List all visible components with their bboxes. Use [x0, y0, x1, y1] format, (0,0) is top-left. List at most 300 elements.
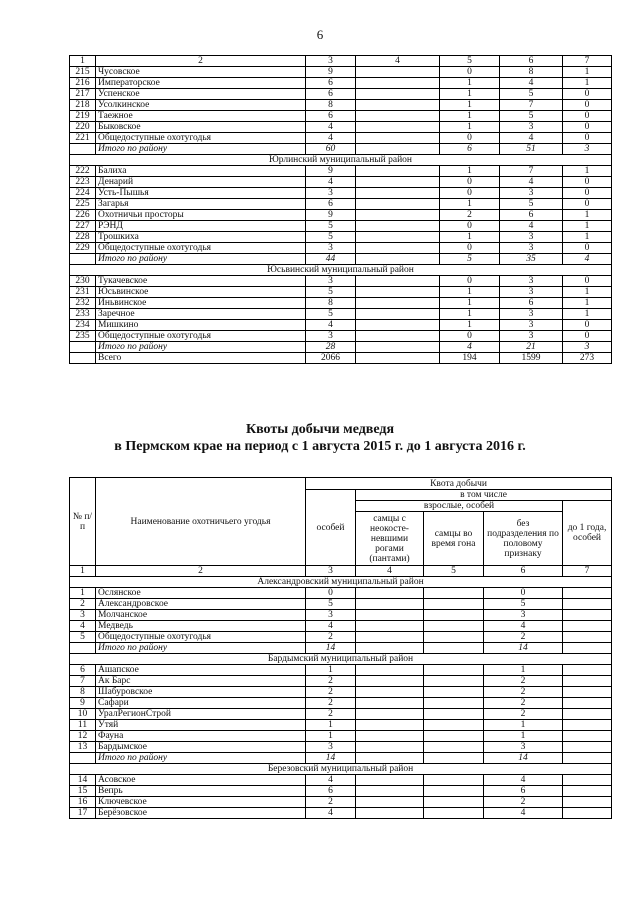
cell-col7: 0 [563, 199, 612, 210]
cell-col3: 2 [306, 797, 356, 808]
table-row [70, 111, 612, 122]
cell-col3: 4 [306, 177, 356, 188]
cell-col2: Берёзовское [96, 808, 306, 819]
cell-col3: 3 [306, 566, 356, 577]
cell-col2: Таежное [96, 111, 306, 122]
cell-col7 [563, 687, 612, 698]
cell-col3: 0 [306, 588, 356, 599]
cell-col1: 231 [70, 287, 96, 298]
cell-col3: 3 [306, 276, 356, 287]
table-row [70, 133, 612, 144]
table-row [70, 676, 612, 687]
table-row [70, 331, 612, 342]
cell-col4 [356, 797, 424, 808]
cell-col5: 5 [440, 254, 500, 265]
table-row [70, 89, 612, 100]
cell-col6: 5 [484, 599, 563, 610]
cell-col7 [563, 588, 612, 599]
cell-col2: Александровское [96, 599, 306, 610]
table-row [70, 599, 612, 610]
cell-col6: 14 [484, 643, 563, 654]
cell-col6: 4 [484, 808, 563, 819]
cell-col2: Общедоступные охотугодья [96, 331, 306, 342]
cell-col6: 1 [484, 665, 563, 676]
cell-col7: 7 [563, 56, 612, 67]
cell-col7: 0 [563, 276, 612, 287]
cell-col2: Юсьвинское [96, 287, 306, 298]
cell-col1: 2 [70, 599, 96, 610]
cell-col5 [424, 621, 484, 632]
cell-col4 [356, 786, 424, 797]
cell-col6: 6 [484, 566, 563, 577]
table-row [70, 775, 612, 786]
cell-col7 [563, 709, 612, 720]
cell-col7: 1 [563, 78, 612, 89]
cell-col2: Мишкино [96, 320, 306, 331]
cell-col1: 218 [70, 100, 96, 111]
cell-col3: 2 [306, 709, 356, 720]
grand-total-row [70, 353, 612, 364]
cell-col1: 8 [70, 687, 96, 698]
header-young: до 1 года, особей [563, 501, 612, 566]
cell-col2: Утяй [96, 720, 306, 731]
cell-col1: 234 [70, 320, 96, 331]
cell-col6: 3 [484, 742, 563, 753]
column-number-row [70, 56, 612, 67]
cell-col7: 0 [563, 243, 612, 254]
cell-col2: Ашапское [96, 665, 306, 676]
table-row [70, 731, 612, 742]
cell-col5: 0 [440, 221, 500, 232]
cell-col5 [424, 676, 484, 687]
table-row [70, 610, 612, 621]
cell-col2: Императорское [96, 78, 306, 89]
table-row [70, 588, 612, 599]
cell-col3: 6 [306, 89, 356, 100]
cell-col4 [356, 122, 440, 133]
district-total-row [70, 144, 612, 155]
cell-col5: 0 [440, 243, 500, 254]
cell-col5: 1 [440, 309, 500, 320]
cell-col5 [424, 643, 484, 654]
cell-col3: 8 [306, 100, 356, 111]
cell-col4 [356, 232, 440, 243]
cell-col5: 0 [440, 276, 500, 287]
cell-col6: 2 [484, 676, 563, 687]
cell-col1: 17 [70, 808, 96, 819]
cell-col6: 3 [500, 320, 563, 331]
cell-col6: 5 [500, 89, 563, 100]
cell-col5 [424, 808, 484, 819]
cell-col4 [356, 309, 440, 320]
cell-col1: 1 [70, 588, 96, 599]
cell-col1: 14 [70, 775, 96, 786]
cell-col3: 14 [306, 643, 356, 654]
cell-col7: 273 [563, 353, 612, 364]
table-row [70, 687, 612, 698]
cell-col6: 35 [500, 254, 563, 265]
cell-col5 [424, 720, 484, 731]
cell-col3: 6 [306, 786, 356, 797]
cell-col6: 51 [500, 144, 563, 155]
cell-col5: 0 [440, 177, 500, 188]
cell-col1: 220 [70, 122, 96, 133]
cell-col4 [356, 753, 424, 764]
cell-col2: Общедоступные охотугодья [96, 243, 306, 254]
cell-col5 [424, 599, 484, 610]
cell-col7: 1 [563, 309, 612, 320]
cell-col3: 2066 [306, 353, 356, 364]
table-row [70, 210, 612, 221]
cell-col7: 0 [563, 188, 612, 199]
cell-col4 [356, 621, 424, 632]
cell-col3: 5 [306, 232, 356, 243]
cell-col3: 1 [306, 720, 356, 731]
cell-col4 [356, 342, 440, 353]
cell-col2: Фауна [96, 731, 306, 742]
cell-col5: 1 [440, 232, 500, 243]
cell-col4 [356, 111, 440, 122]
cell-col2: Всего [96, 353, 306, 364]
cell-col6: 4 [500, 78, 563, 89]
cell-col7 [563, 720, 612, 731]
cell-col1: 12 [70, 731, 96, 742]
cell-col7: 1 [563, 67, 612, 78]
cell-col4 [356, 188, 440, 199]
cell-col5 [424, 709, 484, 720]
cell-col5: 0 [440, 331, 500, 342]
cell-col1: 6 [70, 665, 96, 676]
cell-col1: 215 [70, 67, 96, 78]
cell-col3: 1 [306, 731, 356, 742]
cell-col2: Быковское [96, 122, 306, 133]
cell-col3: 44 [306, 254, 356, 265]
cell-col2: Денарий [96, 177, 306, 188]
cell-col4 [356, 89, 440, 100]
table-title-line1: Квоты добычи медведя [245, 422, 395, 437]
cell-col6: 2 [484, 687, 563, 698]
cell-col5: 4 [440, 342, 500, 353]
cell-col5 [424, 610, 484, 621]
cell-col2: Молчанское [96, 610, 306, 621]
cell-col7 [563, 643, 612, 654]
cell-col2: Медведь [96, 621, 306, 632]
table-row [70, 122, 612, 133]
cell-col7 [563, 698, 612, 709]
table-row [70, 665, 612, 676]
district-total-row [70, 643, 612, 654]
cell-col3: 6 [306, 78, 356, 89]
cell-col7: 1 [563, 232, 612, 243]
district-section-row [70, 155, 612, 166]
cell-col4 [356, 243, 440, 254]
cell-col5: 2 [440, 210, 500, 221]
cell-col6: 3 [484, 610, 563, 621]
table-row [70, 320, 612, 331]
cell-col3: 2 [306, 632, 356, 643]
cell-col5: 1 [440, 320, 500, 331]
cell-col5: 1 [440, 166, 500, 177]
cell-col1: 228 [70, 232, 96, 243]
cell-col6: 3 [500, 243, 563, 254]
table-row [70, 742, 612, 753]
cell-col3: 5 [306, 287, 356, 298]
cell-col1: 11 [70, 720, 96, 731]
cell-col4 [356, 709, 424, 720]
cell-col3: 3 [306, 331, 356, 342]
cell-col6: 2 [484, 709, 563, 720]
table-row [70, 298, 612, 309]
cell-col2: Итого по району [96, 643, 306, 654]
cell-col3: 4 [306, 320, 356, 331]
table-row [70, 177, 612, 188]
cell-col4 [356, 599, 424, 610]
cell-col1: 3 [70, 610, 96, 621]
cell-col4 [356, 199, 440, 210]
cell-col6: 6 [500, 298, 563, 309]
cell-col4 [356, 287, 440, 298]
cell-col7 [563, 599, 612, 610]
cell-col6: 1 [484, 731, 563, 742]
cell-col4 [356, 665, 424, 676]
cell-col7: 0 [563, 100, 612, 111]
table-row [70, 797, 612, 808]
cell-col4 [356, 808, 424, 819]
cell-col4 [356, 221, 440, 232]
header-adults: взрослые, особей [356, 501, 563, 512]
cell-col3: 5 [306, 309, 356, 320]
district-section-row [70, 577, 612, 588]
cell-col3: 3 [306, 56, 356, 67]
cell-col2: Общедоступные охотугодья [96, 632, 306, 643]
cell-col6: 6 [500, 56, 563, 67]
cell-col4 [356, 177, 440, 188]
table-row [70, 808, 612, 819]
cell-col5: 0 [440, 67, 500, 78]
table-row [70, 276, 612, 287]
cell-col6: 5 [500, 111, 563, 122]
cell-col2: Балиха [96, 166, 306, 177]
cell-col3: 2 [306, 687, 356, 698]
table-row [70, 232, 612, 243]
cell-col5 [424, 731, 484, 742]
cell-col2: Охотничьи просторы [96, 210, 306, 221]
cell-col1: 1 [70, 566, 96, 577]
cell-col7 [563, 775, 612, 786]
table-row [70, 786, 612, 797]
cell-col4 [356, 775, 424, 786]
cell-col6: 1599 [500, 353, 563, 364]
table-row [70, 166, 612, 177]
cell-col3: 6 [306, 199, 356, 210]
cell-col6: 5 [500, 199, 563, 210]
cell-col5 [424, 632, 484, 643]
cell-col6: 14 [484, 753, 563, 764]
cell-col5 [424, 687, 484, 698]
cell-col4 [356, 698, 424, 709]
cell-col5 [424, 665, 484, 676]
cell-col3: 4 [306, 122, 356, 133]
cell-col5 [424, 775, 484, 786]
table-row [70, 720, 612, 731]
quota-table-continued [69, 55, 612, 364]
cell-col4 [356, 643, 424, 654]
cell-col2: Иньвинское [96, 298, 306, 309]
cell-col7: 1 [563, 166, 612, 177]
cell-col4 [356, 166, 440, 177]
cell-col4 [356, 331, 440, 342]
header-num: № п/п [70, 478, 96, 566]
cell-col1: 227 [70, 221, 96, 232]
cell-col2: Вепрь [96, 786, 306, 797]
cell-col7: 1 [563, 210, 612, 221]
column-number-row [70, 566, 612, 577]
cell-col5: 1 [440, 111, 500, 122]
cell-col6: 7 [500, 100, 563, 111]
cell-col7: 0 [563, 133, 612, 144]
cell-col3: 9 [306, 210, 356, 221]
cell-col2: 2 [96, 56, 306, 67]
cell-col4 [356, 742, 424, 753]
cell-col3: 28 [306, 342, 356, 353]
cell-col3: 4 [306, 133, 356, 144]
cell-col1: 222 [70, 166, 96, 177]
table-row [70, 188, 612, 199]
cell-col5: 5 [440, 56, 500, 67]
cell-col7 [563, 753, 612, 764]
cell-col3: 8 [306, 298, 356, 309]
table-row [70, 78, 612, 89]
cell-col1: 10 [70, 709, 96, 720]
cell-col3: 4 [306, 775, 356, 786]
cell-col1: 221 [70, 133, 96, 144]
cell-col1: 4 [70, 621, 96, 632]
cell-col2: Ключевское [96, 797, 306, 808]
district-title: Юсьвинский муниципальный район [70, 265, 612, 276]
table-row [70, 709, 612, 720]
cell-col7 [563, 808, 612, 819]
page-number: 6 [316, 27, 324, 42]
cell-col3: 3 [306, 610, 356, 621]
cell-col3: 3 [306, 742, 356, 753]
cell-col5: 1 [440, 287, 500, 298]
cell-col6: 6 [500, 210, 563, 221]
cell-col3: 5 [306, 599, 356, 610]
cell-col6: 8 [500, 67, 563, 78]
table-row [70, 309, 612, 320]
cell-col1: 219 [70, 111, 96, 122]
cell-col2: Успенское [96, 89, 306, 100]
cell-col5 [424, 588, 484, 599]
cell-col1: 5 [70, 632, 96, 643]
cell-col3: 3 [306, 243, 356, 254]
cell-col4: 4 [356, 56, 440, 67]
table-row [70, 100, 612, 111]
cell-col5 [424, 797, 484, 808]
header-no-sex: без подразделения по половому признаку [484, 512, 563, 566]
table-row [70, 67, 612, 78]
cell-col4 [356, 731, 424, 742]
cell-col2: Загарья [96, 199, 306, 210]
cell-col2: Итого по району [96, 753, 306, 764]
district-total-row [70, 342, 612, 353]
cell-col5: 1 [440, 298, 500, 309]
cell-col4 [356, 632, 424, 643]
cell-col7: 0 [563, 111, 612, 122]
cell-col3: 9 [306, 67, 356, 78]
cell-col4 [356, 254, 440, 265]
cell-col5: 1 [440, 100, 500, 111]
district-title: Бардымский муниципальный район [70, 654, 612, 665]
cell-col4 [356, 676, 424, 687]
cell-col6: 4 [484, 775, 563, 786]
district-total-row [70, 254, 612, 265]
cell-col1: 226 [70, 210, 96, 221]
cell-col2: Бардымское [96, 742, 306, 753]
table-row [70, 221, 612, 232]
table-row [70, 632, 612, 643]
cell-col1 [70, 353, 96, 364]
cell-col1: 1 [70, 56, 96, 67]
cell-col3: 14 [306, 753, 356, 764]
cell-col7: 4 [563, 254, 612, 265]
cell-col7: 0 [563, 122, 612, 133]
cell-col1: 230 [70, 276, 96, 287]
cell-col5 [424, 786, 484, 797]
district-section-row [70, 654, 612, 665]
cell-col7 [563, 742, 612, 753]
cell-col1: 235 [70, 331, 96, 342]
cell-col2: РЭНД [96, 221, 306, 232]
cell-col6: 4 [500, 177, 563, 188]
cell-col3: 2 [306, 698, 356, 709]
cell-col1: 233 [70, 309, 96, 320]
cell-col4 [356, 133, 440, 144]
cell-col6: 1 [484, 720, 563, 731]
cell-col7: 0 [563, 177, 612, 188]
header-males-rut: самцы во время гона [424, 512, 484, 566]
district-title: Александровский муниципальный район [70, 577, 612, 588]
cell-col1 [70, 342, 96, 353]
cell-col5: 1 [440, 199, 500, 210]
cell-col1: 229 [70, 243, 96, 254]
cell-col1: 7 [70, 676, 96, 687]
cell-col1: 9 [70, 698, 96, 709]
cell-col3: 2 [306, 676, 356, 687]
cell-col2: Ослянское [96, 588, 306, 599]
cell-col3: 3 [306, 188, 356, 199]
cell-col7 [563, 731, 612, 742]
cell-col7 [563, 676, 612, 687]
cell-col5: 5 [424, 566, 484, 577]
cell-col3: 60 [306, 144, 356, 155]
cell-col2: Тукачевское [96, 276, 306, 287]
cell-col7: 1 [563, 287, 612, 298]
cell-col4 [356, 276, 440, 287]
cell-col7: 0 [563, 320, 612, 331]
cell-col4 [356, 687, 424, 698]
cell-col1: 225 [70, 199, 96, 210]
cell-col1 [70, 144, 96, 155]
cell-col5 [424, 698, 484, 709]
header-males-antlers: самцы с неокосте-невшими рогами (пантами) [356, 512, 424, 566]
cell-col2: Итого по району [96, 144, 306, 155]
cell-col7: 3 [563, 144, 612, 155]
cell-col2: 2 [96, 566, 306, 577]
cell-col5: 0 [440, 133, 500, 144]
cell-col7: 7 [563, 566, 612, 577]
cell-col4 [356, 100, 440, 111]
